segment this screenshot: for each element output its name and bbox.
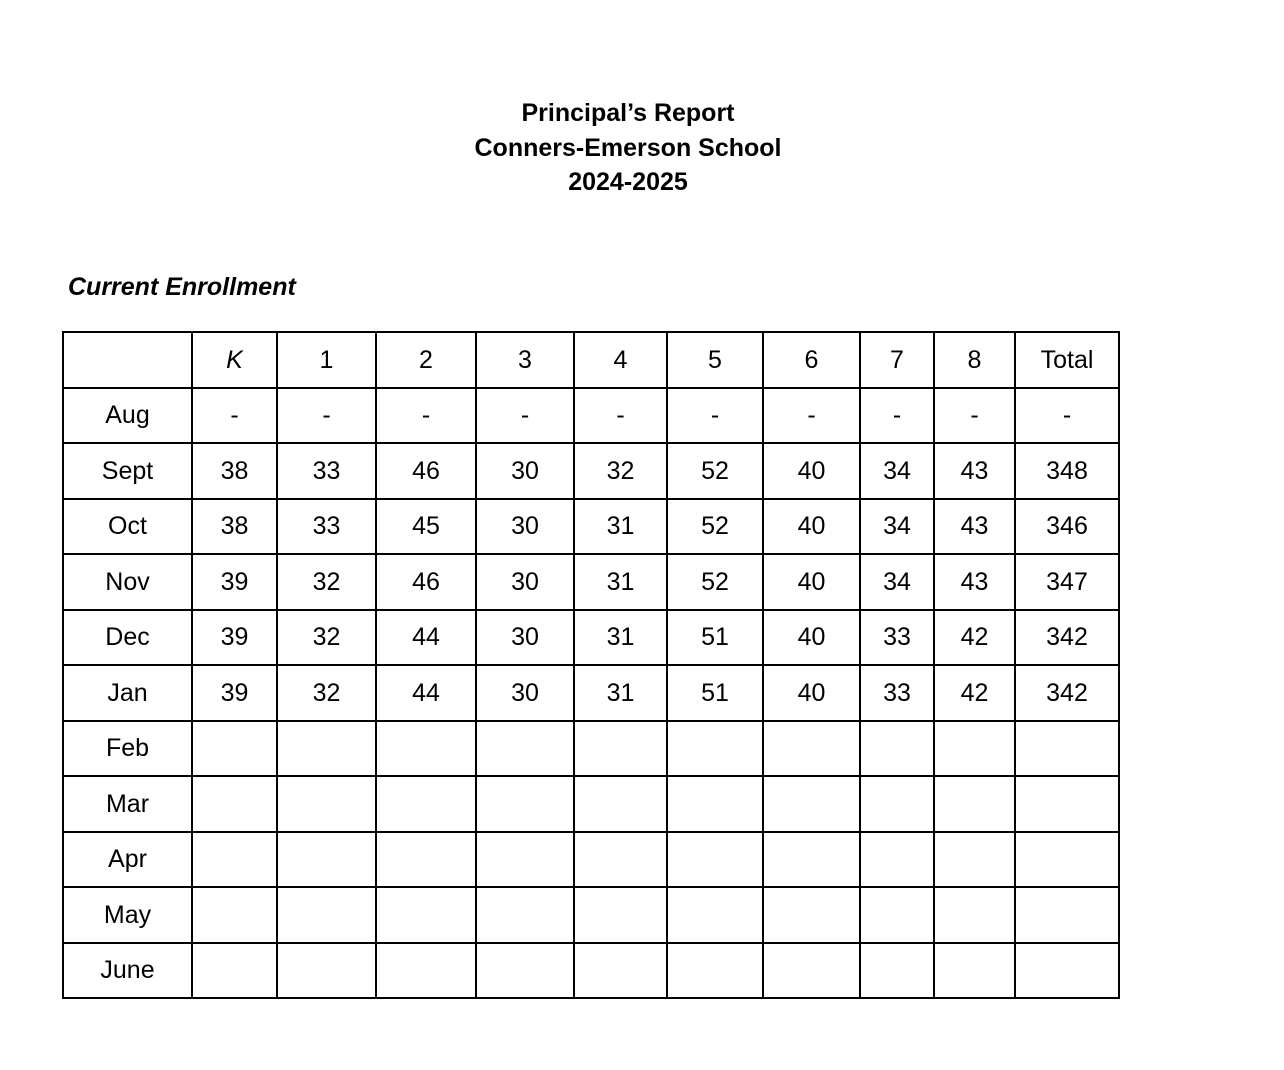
table-cell	[476, 887, 574, 943]
table-cell	[376, 776, 476, 832]
table-cell	[476, 776, 574, 832]
table-cell: 45	[376, 499, 476, 555]
report-header	[0, 96, 1256, 200]
table-cell: -	[667, 388, 763, 444]
table-cell: 40	[763, 610, 860, 666]
table-cell	[667, 776, 763, 832]
table-row	[63, 554, 1119, 610]
table-cell	[277, 776, 376, 832]
table-cell: 30	[476, 499, 574, 555]
table-cell	[934, 887, 1015, 943]
month-label: Sept	[63, 443, 192, 499]
table-row	[63, 665, 1119, 721]
table-row	[63, 832, 1119, 888]
table-cell: 342	[1015, 665, 1119, 721]
table-cell: 33	[277, 499, 376, 555]
enrollment-table	[62, 331, 1120, 999]
table-cell	[763, 776, 860, 832]
month-label: Dec	[63, 610, 192, 666]
table-cell	[574, 776, 667, 832]
table-cell	[1015, 776, 1119, 832]
table-cell: 52	[667, 554, 763, 610]
table-cell: -	[1015, 388, 1119, 444]
table-row	[63, 887, 1119, 943]
table-cell	[376, 887, 476, 943]
table-cell: 40	[763, 499, 860, 555]
column-header: 8	[934, 332, 1015, 388]
table-cell	[934, 776, 1015, 832]
table-cell	[667, 887, 763, 943]
table-cell	[934, 832, 1015, 888]
table-cell	[192, 721, 277, 777]
month-label: Apr	[63, 832, 192, 888]
table-row	[63, 499, 1119, 555]
table-cell	[192, 832, 277, 888]
table-cell	[860, 887, 934, 943]
column-header: 1	[277, 332, 376, 388]
enrollment-table-header	[63, 332, 1119, 388]
table-cell	[860, 832, 934, 888]
table-cell	[574, 832, 667, 888]
school-year: 2024-2025	[568, 168, 688, 196]
month-label: Mar	[63, 776, 192, 832]
table-cell: 40	[763, 665, 860, 721]
table-cell	[1015, 887, 1119, 943]
table-cell: -	[763, 388, 860, 444]
table-cell	[1015, 832, 1119, 888]
table-cell: 43	[934, 554, 1015, 610]
table-cell	[574, 943, 667, 999]
table-cell: 42	[934, 610, 1015, 666]
table-cell: 38	[192, 499, 277, 555]
table-cell	[860, 776, 934, 832]
table-row	[63, 721, 1119, 777]
table-cell: 31	[574, 554, 667, 610]
table-cell: 33	[860, 610, 934, 666]
table-cell: 43	[934, 499, 1015, 555]
section-title-current-enrollment: Current Enrollment	[68, 273, 296, 301]
table-cell	[277, 721, 376, 777]
table-cell: 342	[1015, 610, 1119, 666]
table-cell: 346	[1015, 499, 1119, 555]
column-header-corner	[63, 332, 192, 388]
table-cell: -	[574, 388, 667, 444]
table-cell: 32	[277, 610, 376, 666]
table-cell: 51	[667, 665, 763, 721]
enrollment-table-body	[63, 388, 1119, 999]
month-label: Oct	[63, 499, 192, 555]
table-cell	[667, 721, 763, 777]
column-header: 3	[476, 332, 574, 388]
table-cell	[277, 887, 376, 943]
table-cell: 34	[860, 443, 934, 499]
table-header-row	[63, 332, 1119, 388]
table-cell	[860, 721, 934, 777]
table-cell: -	[277, 388, 376, 444]
table-cell: -	[476, 388, 574, 444]
table-cell: 42	[934, 665, 1015, 721]
table-cell: 30	[476, 554, 574, 610]
table-row	[63, 776, 1119, 832]
table-cell: 348	[1015, 443, 1119, 499]
table-cell: 46	[376, 554, 476, 610]
month-label: Jan	[63, 665, 192, 721]
column-header: 4	[574, 332, 667, 388]
table-cell: 34	[860, 554, 934, 610]
table-cell	[476, 832, 574, 888]
table-cell: 34	[860, 499, 934, 555]
table-cell: 31	[574, 499, 667, 555]
column-header: 6	[763, 332, 860, 388]
table-row	[63, 943, 1119, 999]
table-cell: -	[376, 388, 476, 444]
table-cell	[192, 943, 277, 999]
table-cell: 38	[192, 443, 277, 499]
table-cell: 32	[277, 665, 376, 721]
table-row	[63, 610, 1119, 666]
table-cell	[1015, 721, 1119, 777]
table-cell	[763, 887, 860, 943]
table-cell: 52	[667, 499, 763, 555]
table-cell	[192, 887, 277, 943]
table-cell	[763, 943, 860, 999]
table-cell: -	[934, 388, 1015, 444]
month-label: June	[63, 943, 192, 999]
table-cell: 32	[574, 443, 667, 499]
table-cell	[376, 832, 476, 888]
table-cell: 40	[763, 554, 860, 610]
table-cell: 31	[574, 610, 667, 666]
table-cell: 46	[376, 443, 476, 499]
table-cell	[667, 943, 763, 999]
table-cell: 347	[1015, 554, 1119, 610]
table-cell: -	[192, 388, 277, 444]
table-cell	[277, 832, 376, 888]
column-header: 2	[376, 332, 476, 388]
table-cell: 44	[376, 665, 476, 721]
table-cell: 31	[574, 665, 667, 721]
table-cell	[763, 832, 860, 888]
table-cell: 33	[860, 665, 934, 721]
table-cell: 30	[476, 665, 574, 721]
table-cell	[574, 887, 667, 943]
table-cell: 39	[192, 554, 277, 610]
table-cell	[277, 943, 376, 999]
table-cell	[376, 721, 476, 777]
column-header: 5	[667, 332, 763, 388]
report-title: Principal’s Report	[521, 99, 735, 127]
column-header: K	[192, 332, 277, 388]
month-label: Feb	[63, 721, 192, 777]
table-cell: 39	[192, 610, 277, 666]
table-cell	[376, 943, 476, 999]
column-header: Total	[1015, 332, 1119, 388]
table-row	[63, 443, 1119, 499]
table-cell: 30	[476, 610, 574, 666]
table-cell: 43	[934, 443, 1015, 499]
table-cell	[192, 776, 277, 832]
month-label: May	[63, 887, 192, 943]
table-cell	[1015, 943, 1119, 999]
month-label: Nov	[63, 554, 192, 610]
table-cell	[934, 721, 1015, 777]
table-cell	[476, 721, 574, 777]
table-cell: -	[860, 388, 934, 444]
table-cell	[934, 943, 1015, 999]
table-cell	[763, 721, 860, 777]
table-row	[63, 388, 1119, 444]
table-cell	[860, 943, 934, 999]
column-header: 7	[860, 332, 934, 388]
table-cell: 44	[376, 610, 476, 666]
table-cell: 51	[667, 610, 763, 666]
table-cell: 39	[192, 665, 277, 721]
table-cell	[574, 721, 667, 777]
table-cell: 40	[763, 443, 860, 499]
table-cell: 30	[476, 443, 574, 499]
table-cell	[476, 943, 574, 999]
table-cell: 52	[667, 443, 763, 499]
school-name: Conners-Emerson School	[474, 133, 782, 162]
table-cell	[667, 832, 763, 888]
month-label: Aug	[63, 388, 192, 444]
table-cell: 32	[277, 554, 376, 610]
table-cell: 33	[277, 443, 376, 499]
